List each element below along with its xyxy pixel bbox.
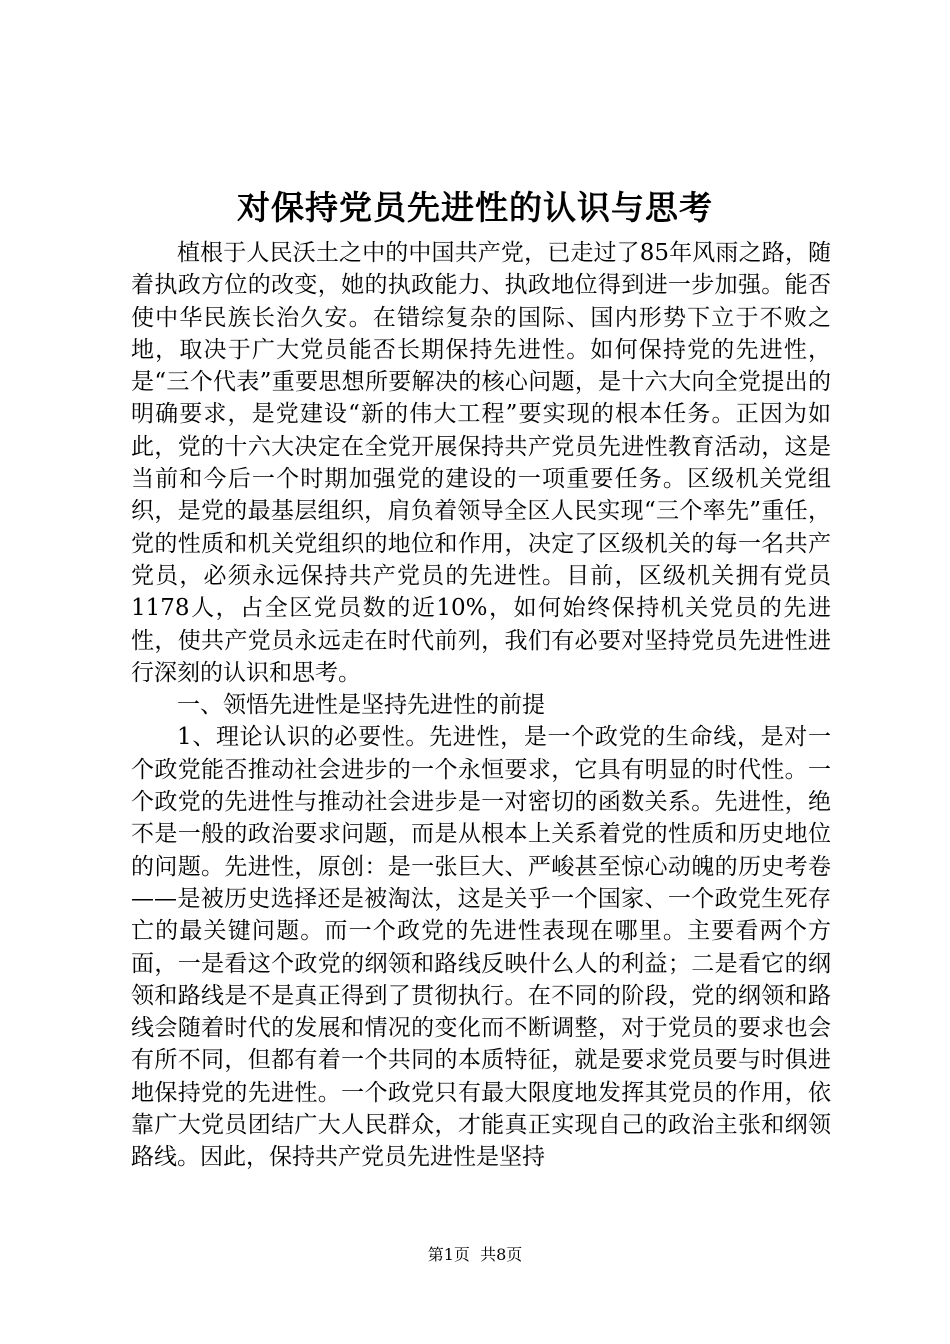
page-footer — [0, 1244, 950, 1266]
page-number: 第1页 共8页 — [427, 1245, 523, 1264]
section-heading-1: 一、领悟先进性是坚持先进性的前提 — [177, 692, 545, 719]
paragraph-intro: 植根于人民沃土之中的中国共产党，已走过了85年风雨之路，随着执政方位的改变，她的执政能力、执政地位得到进一步加强。能否使中华民族长治久安。在错综复杂的国际、国内形势下立于不败之地，取决于广大党员能否长期保持先进性。如何保持党的先进性，是“三个代表”重要思想所要解决的核心问题，是十六大向全党提出的明确要求，是党建设“新的伟大工程”要实现的根本任务。正因为如此，党的十六大决定在全党开展保持共产党员先进性教育活动，这是当前和今后一个时期加强党的建设的一项重要任务。区级机关党组织，是党的最基层组织，肩负着领导全区人民实现“三个率先”重任，党的性质和机关党组织的地位和作用，决定了区级机关的每一名共产党员，必须永远保持共产党员的先进性。目前，区级机关拥有党员1178人，占全区党员数的近10%，如何始终保持机关党员的先进性，使共产党员永远走在时代前列，我们有必要对坚持党员先进性进行深刻的认识和思考。 — [131, 240, 831, 686]
document-title: 对保持党员先进性的认识与思考 — [237, 188, 713, 227]
document-body — [131, 237, 831, 1174]
paragraph-theory: 1、理论认识的必要性。先进性，是一个政党的生命线，是对一个政党能否推动社会进步的一个永恒要求，它具有明显的时代性。一个政党的先进性与推动社会进步是一对密切的函数关系。先进性，绝不是一般的政治要求问题，而是从根本上关系着党的性质和历史地位的问题。先进性，原创：是一张巨大、严峻甚至惊心动魄的历史考卷——是被历史选择还是被淘汰，这是关乎一个国家、一个政党生死存亡的最关键问题。而一个政党的先进性表现在哪里。主要看两个方面，一是看这个政党的纲领和路线反映什么人的利益；二是看它的纲领和路线是不是真正得到了贯彻执行。在不同的阶段，党的纲领和路线会随着时代的发展和情况的变化而不断调整，对于党员的要求也会有所不同，但都有着一个共同的本质特征，就是要求党员要与时俱进地保持党的先进性。一个政党只有最大限度地发挥其党员的作用，依靠广大党员团结广大人民群众，才能真正实现自己的政治主张和纲领路线。因此，保持共产党员先进性是坚持 — [131, 724, 831, 1171]
